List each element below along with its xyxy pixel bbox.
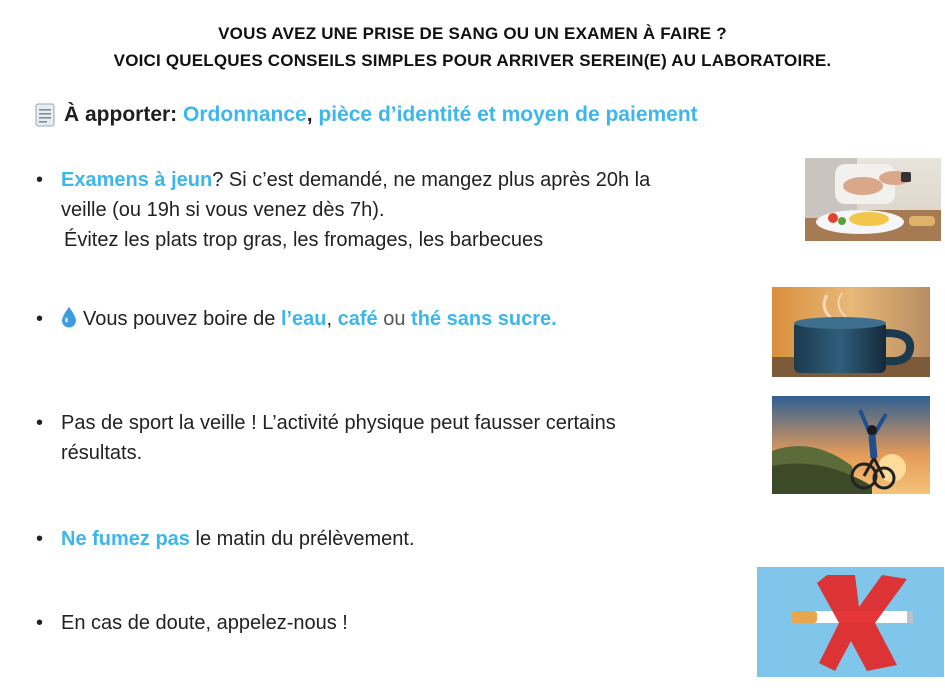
drinks-tea: thé sans sucre. [411,308,557,330]
bullet: • [36,308,44,330]
fasting-line-1: ? Si c’est demandé, ne mangez plus après 20h la [212,169,651,191]
smoking-rest: le matin du prélèvement. [195,528,415,550]
smoking-highlight: Ne fumez pas [61,528,190,550]
tip-doubt [36,608,348,638]
bring-separator: , [306,103,313,126]
fasting-line-2: veille (ou 19h si vous venez dès 7h). [61,199,385,221]
drinks-comma: , [326,308,333,330]
header-line-1: VOUS AVEZ UNE PRISE DE SANG OU UN EXAMEN À FAIRE ? [218,24,727,43]
page-header [0,20,945,74]
tip-fasting [36,165,650,255]
bring-id-payment: pièce d’identité et moyen de paiement [318,103,698,126]
header-line-2: VOICI QUELQUES CONSEILS SIMPLES POUR ARRIVER SEREIN(E) AU LABORATOIRE. [113,51,832,70]
cyclist-sunset-photo [772,396,930,494]
bring-items-line [34,103,698,127]
sport-line-2: résultats. [61,442,143,464]
drinks-water: l’eau [280,308,327,330]
bring-label: À apporter: [64,103,178,126]
water-drop-icon [61,306,77,328]
bullet: • [36,612,44,634]
drinks-prefix: Vous pouvez boire de [83,308,276,330]
tip-drinks [36,304,557,334]
bring-prescription: Ordonnance [183,103,307,126]
bullet: • [36,412,44,434]
fasting-highlight: Examens à jeun [61,169,213,191]
doubt-text: En cas de doute, appelez-nous ! [61,612,348,634]
tip-sport [36,408,616,468]
bullet: • [36,528,44,550]
drinks-coffee: café [337,308,378,330]
drinks-or: ou [383,308,406,330]
fasting-line-3: Évitez les plats trop gras, les fromages, les barbecues [64,229,544,251]
steaming-mug-photo [772,287,930,377]
document-icon [34,103,56,127]
sport-line-1: Pas de sport la veille ! L’activité physique peut fausser certains [61,412,616,434]
bullet: • [36,169,44,191]
tip-smoking [36,524,415,554]
breakfast-plate-photo [805,158,941,241]
crossed-cigarette-photo [757,567,944,677]
